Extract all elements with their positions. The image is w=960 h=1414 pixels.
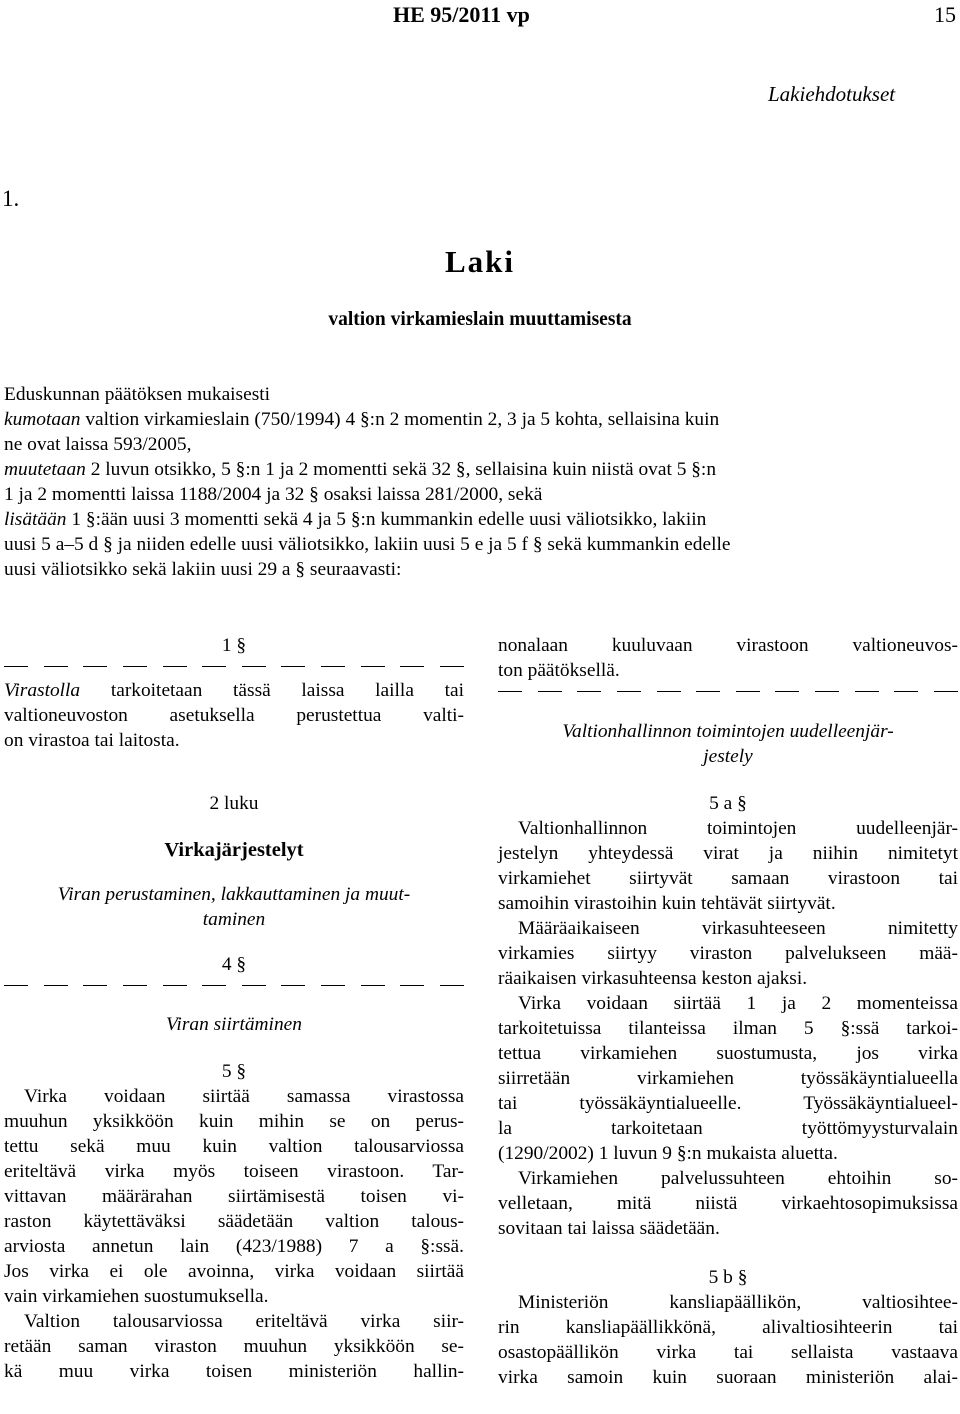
intro-line: Eduskunnan päätöksen mukaisesti <box>4 384 271 405</box>
subheading: Viran siirtäminen <box>166 1014 302 1035</box>
paragraph-line: virka samoin kuin suoraan ministeriön alai- <box>498 1367 958 1388</box>
right-column <box>498 633 958 1390</box>
chapter-number: 2 luku <box>209 793 259 814</box>
chapter-title: Virkajärjestelyt <box>164 839 304 861</box>
paragraph-line: la tarkoitetaan työttömyysturvalain <box>498 1118 958 1139</box>
paragraph-line: Valtionhallinnon toimintojen uudelleenjär- <box>518 818 958 839</box>
paragraph-line: Ministeriön kansliapäällikön, valtiosihtee- <box>518 1292 958 1313</box>
page-number: 15 <box>934 2 956 27</box>
paragraph-line: siirretään virkamiehen työssäkäyntialueella <box>498 1068 958 1089</box>
section-5-number: 5 § <box>221 1061 247 1082</box>
subheading: jestely <box>703 746 753 767</box>
add-keyword: lisätään <box>4 509 67 530</box>
paragraph-line: Virkamiehen palvelussuhteen ehtoihin so- <box>518 1168 958 1189</box>
paragraph-text: tarkoitetaan tässä laissa lailla tai <box>80 680 464 701</box>
paragraph-line: vain virkamiehen suostumuksella. <box>4 1286 269 1307</box>
subheading: Valtionhallinnon toimintojen uudelleenjär- <box>562 721 894 742</box>
paragraph-line: velletaan, mitä niistä virkaehtosopimuksissa <box>498 1193 958 1214</box>
paragraph-line: virkamiehet siirtyvät samaan virastoon tai <box>498 868 958 889</box>
intro-line: uusi 5 a–5 d § ja niiden edelle uusi väliotsikko, lakiin uusi 5 e ja 5 f § sekä kummankin edelle <box>4 534 731 555</box>
paragraph-line: Jos virka ei ole avoinna, virka voidaan siirtää <box>4 1261 464 1282</box>
repeal-keyword: kumotaan <box>4 409 81 430</box>
amend-keyword: muutetaan <box>4 459 86 480</box>
subheading: taminen <box>202 909 266 930</box>
section-5a-number: 5 a § <box>709 793 747 814</box>
paragraph-line: Virka voidaan siirtää samassa virastossa <box>24 1086 464 1107</box>
paragraph-line: Valtion talousarviossa eriteltävä virka siir- <box>24 1311 464 1332</box>
paragraph-line: raston käytettäväksi säädetään valtion talous- <box>4 1211 464 1232</box>
paragraph-line: valtioneuvoston asetuksella perustettua valti- <box>4 705 464 726</box>
subheading: Viran perustaminen, lakkauttaminen ja muut- <box>57 884 411 905</box>
paragraph-line: jestelyn yhteydessä virat ja niihin nimitetyt <box>498 843 958 864</box>
section-1-number: 1 § <box>221 635 247 656</box>
intro-line <box>4 407 958 432</box>
enacting-clause <box>4 382 958 582</box>
paragraph-line: (1290/2002) 1 luvun 9 §:n mukaista aluetta. <box>498 1143 838 1164</box>
paragraph-line: on virastoa tai laitosta. <box>4 730 180 751</box>
section-4-number: 4 § <box>221 954 247 975</box>
paragraph-line: rin kansliapäällikkönä, alivaltiosihteerin tai <box>498 1317 958 1338</box>
omission-dashes <box>498 683 958 697</box>
intro-text: 1 §:ään uusi 3 momentti sekä 4 ja 5 §:n kummankin edelle uusi väliotsikko, lakiin <box>66 509 707 530</box>
page-header <box>0 2 960 32</box>
paragraph-line: osastopäällikön virka tai sellaista vastaava <box>498 1342 958 1363</box>
paragraph-line: Virka voidaan siirtää 1 ja 2 momenteissa <box>518 993 958 1014</box>
paragraph-line: arviosta annetun lain (423/1988) 7 a §:ssä. <box>4 1236 464 1257</box>
intro-line: 1 ja 2 momentti laissa 1188/2004 ja 32 § osaksi laissa 281/2000, sekä <box>4 484 543 505</box>
paragraph-line: ton päätöksellä. <box>498 660 620 681</box>
defined-term: Virastolla <box>4 680 81 701</box>
paragraph-line: eriteltävä virka myös toiseen virastoon. Tar- <box>4 1161 464 1182</box>
intro-text: valtion virkamieslain (750/1994) 4 §:n 2 momentin 2, 3 ja 5 kohta, sellaisina kuin <box>80 409 720 430</box>
paragraph-line: räaikaisen virkasuhteensa keston ajaksi. <box>498 968 808 989</box>
intro-text: 2 luvun otsikko, 5 §:n 1 ja 2 momentti sekä 32 §, sellaisina kuin niistä ovat 5 §:n <box>85 459 717 480</box>
section-5b-number: 5 b § <box>708 1267 748 1288</box>
paragraph-line: nonalaan kuuluvaan virastoon valtioneuvos- <box>498 635 958 656</box>
paragraph-line: retään saman viraston muuhun yksikköön se- <box>4 1336 464 1357</box>
law-subtitle: valtion virkamieslain muuttamisesta <box>328 309 632 330</box>
law-title: Laki <box>444 244 516 279</box>
paragraph-line: vittavan määrärahan siirtämisestä toisen vi- <box>4 1186 464 1207</box>
intro-line: uusi väliotsikko sekä lakiin uusi 29 a § seuraavasti: <box>4 559 402 580</box>
paragraph-line: kä muu virka toisen ministeriön hallin- <box>4 1361 464 1382</box>
paragraph-line: tettua virkamiehen suostumusta, jos virka <box>498 1043 958 1064</box>
left-column <box>4 633 464 1384</box>
omission-dashes <box>4 977 464 991</box>
omission-dashes <box>4 658 464 672</box>
paragraph-line: samoihin virastoihin kuin tehtävät siirtyvät. <box>498 893 836 914</box>
section-title: Lakiehdotukset <box>768 82 896 106</box>
intro-line <box>4 507 958 532</box>
paragraph-line: virkamies siirtyy viraston palvelukseen mää- <box>498 943 958 964</box>
paragraph-line: tarkoitetuissa tilanteissa ilman 5 §:ssä tarkoi- <box>498 1018 958 1039</box>
paragraph-line: sovitaan tai laissa säädetään. <box>498 1218 720 1239</box>
paragraph-line <box>4 678 464 703</box>
document-id: HE 95/2011 vp <box>393 2 530 27</box>
paragraph-line: Määräaikaiseen virkasuhteeseen nimitetty <box>518 918 958 939</box>
paragraph-line: tettu sekä muu kuin valtion talousarviossa <box>4 1136 464 1157</box>
intro-line <box>4 457 958 482</box>
intro-line: ne ovat laissa 593/2005, <box>4 434 192 455</box>
law-number: 1. <box>2 186 20 211</box>
paragraph-line: muuhun yksikköön kuin mihin se on perus- <box>4 1111 464 1132</box>
paragraph-line: tai työssäkäyntialueelle. Työssäkäyntialueel- <box>498 1093 958 1114</box>
